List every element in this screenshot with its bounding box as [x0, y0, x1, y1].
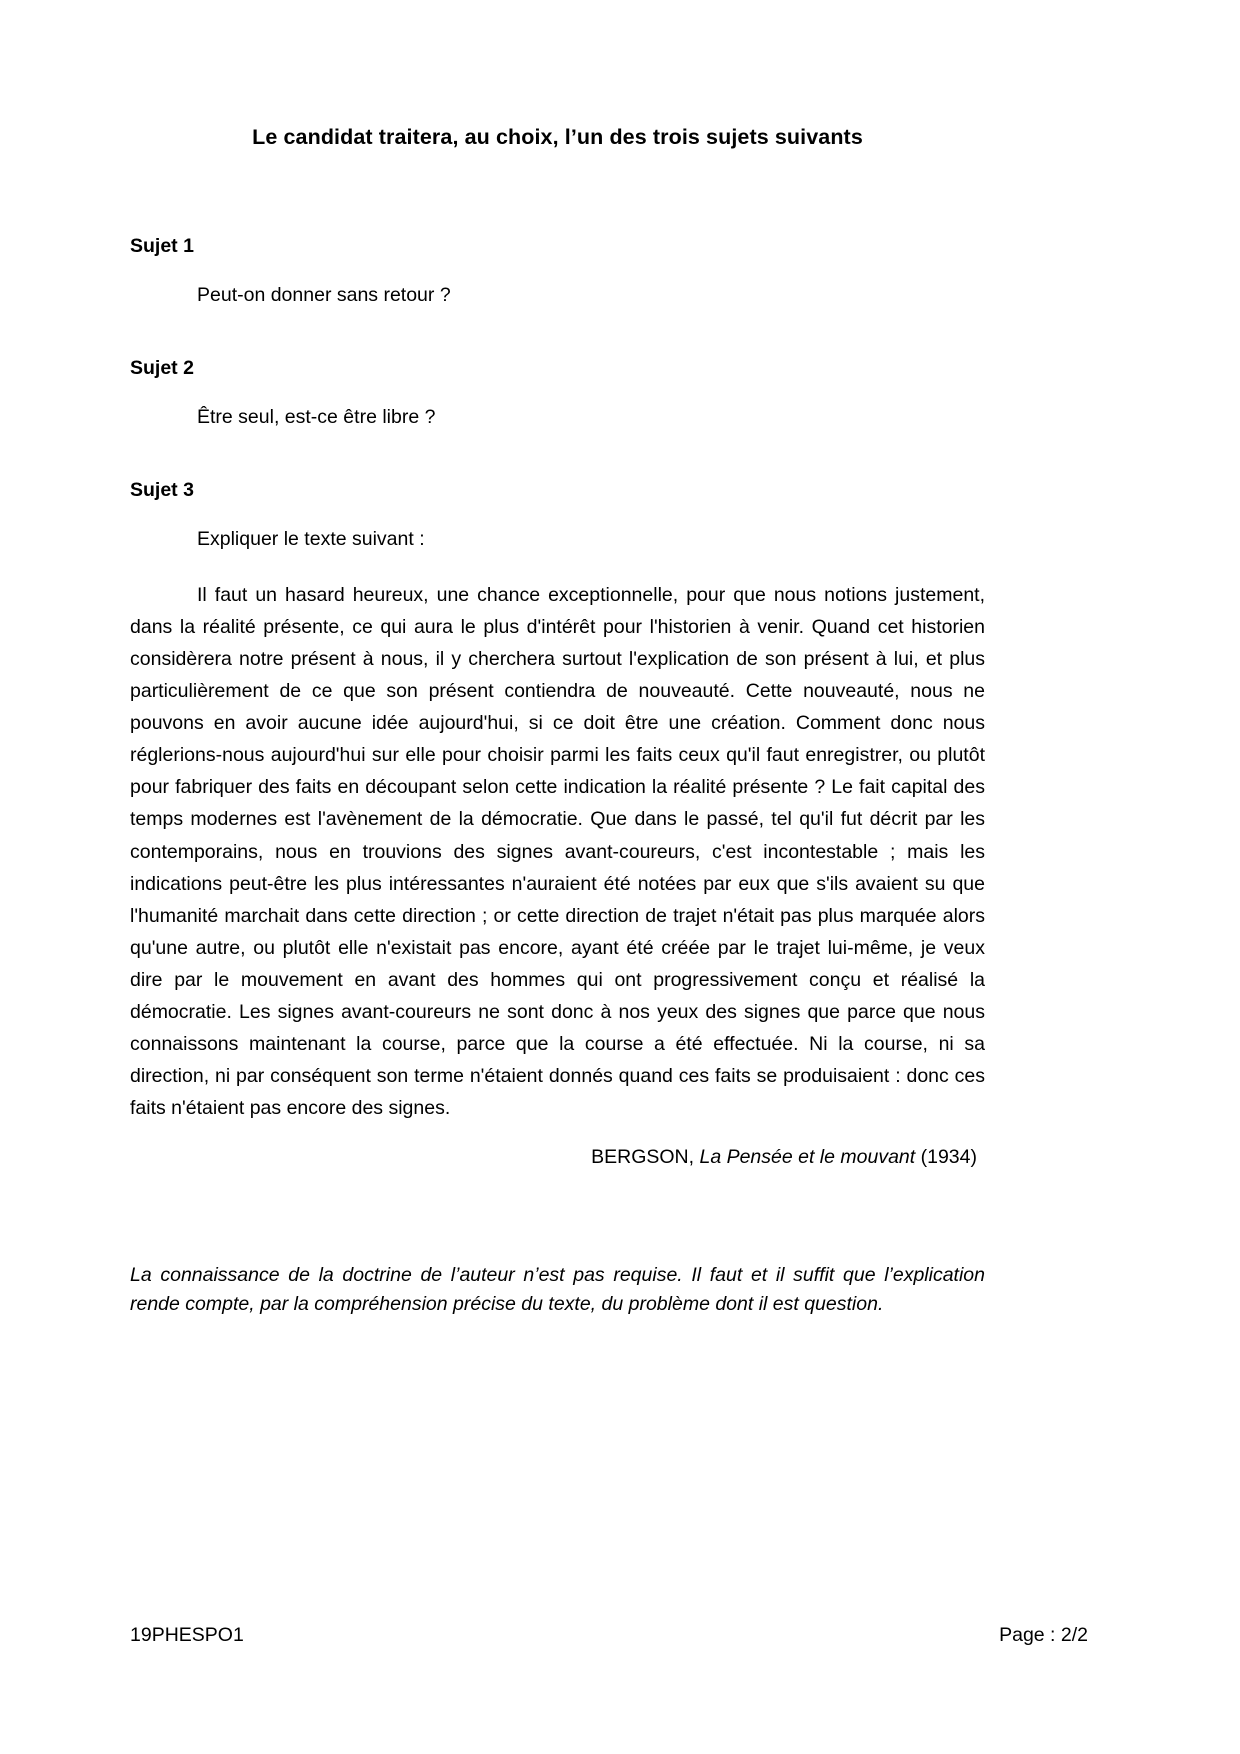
attribution-author: BERGSON, [591, 1146, 700, 1169]
page-content [130, 0, 985, 1320]
page-footer [130, 1624, 1110, 1647]
sujet-3-label: Sujet 3 [130, 479, 194, 501]
sujet-2-prompt: Être seul, est-ce être libre ? [197, 406, 436, 428]
sujet-1-prompt: Peut-on donner sans retour ? [197, 284, 451, 306]
exam-code: 19PHESPO1 [130, 1624, 244, 1646]
instruction-note: La connaissance de la doctrine de l’auteur n’est pas requise. Il faut et il suffit que l’explication rende compte, par la compréhension précise du texte, du problème dont il est question. [130, 1264, 985, 1316]
excerpt-text: Il faut un hasard heureux, une chance exceptionnelle, pour que nous notions justement, dans la réalité présente, ce qui aura le plus d'intérêt pour l'historien à venir. Quand cet historien considèrera notre présent à nous, il y cherchera surtout l'explication de son présent à lui, et plus particulièrement de ce que son présent contiendra de nouveauté. Cette nouveauté, nous ne pouvons en avoir aucune idée aujourd'hui, si ce doit être une création. Comment donc nous réglerions-nous aujourd'hui sur elle pour choisir parmi les faits ceux qu'il faut enregistrer, ou plutôt pour fabriquer des faits en découpant selon cette indication la réalité présente ? Le fait capital des temps modernes est l'avènement de la démocratie. Que dans le passé, tel qu'il fut décrit par les contemporains, nous en trouvions des signes avant-coureurs, c'est incontestable ; mais les indications peut-être les plus intéressantes n'auraient été notées par eux que s'ils avaient su que l'humanité marchait dans cette direction ; or cette direction de trajet n'était pas plus marquée alors qu'une autre, ou plutôt elle n'existait pas encore, ayant été créée par le trajet lui-même, je veux dire par le mouvement en avant des hommes qui ont progressivement conçu et réalisé la démocratie. Les signes avant-coureurs ne sont donc à nos yeux des signes que parce que nous connaissons maintenant la course, parce que la course a été effectuée. Ni la course, ni sa direction, ni par conséquent son terme n'étaient donnés quand ces faits se produisaient : donc ces faits n'étaient pas encore des signes. [130, 584, 985, 1119]
page-number: Page : 2/2 [999, 1624, 1088, 1646]
sujet-1-label: Sujet 1 [130, 235, 194, 257]
attribution-year: (1934) [915, 1146, 977, 1169]
page-title: Le candidat traitera, au choix, l’un des trois sujets suivants [252, 125, 863, 149]
attribution-work: La Pensée et le mouvant [699, 1146, 916, 1169]
sujet-3-prompt: Expliquer le texte suivant : [197, 528, 425, 550]
excerpt-attribution [130, 1146, 985, 1169]
sujet-2-label: Sujet 2 [130, 357, 194, 379]
